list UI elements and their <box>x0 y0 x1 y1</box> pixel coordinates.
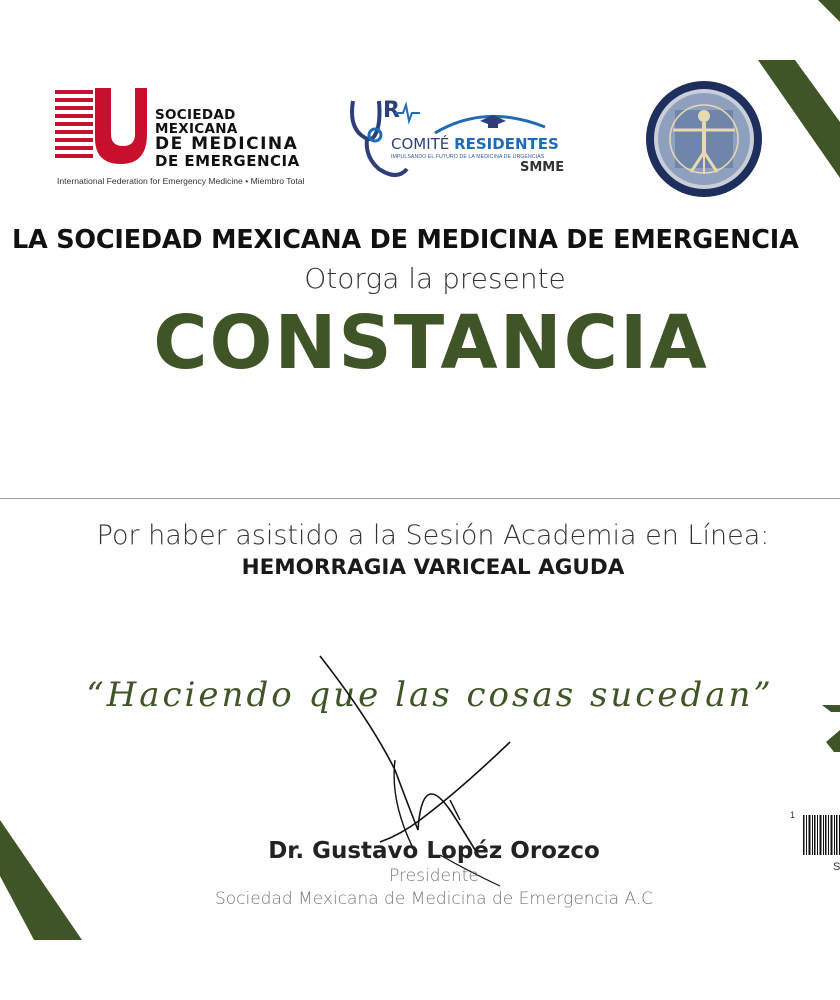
signer-name: Dr. Gustavo Lopéz Orozco <box>268 838 600 864</box>
svg-text:R: R <box>383 98 400 123</box>
barcode-digit: 1 <box>790 810 796 820</box>
stripe-right-mid-2 <box>826 730 840 752</box>
signer-org: Sociedad Mexicana de Medicina de Emergencia A.C <box>214 889 654 909</box>
divider <box>0 498 840 499</box>
attendance-text: Por haber asistido a la Sesión Academia en Línea: <box>96 520 770 551</box>
grant-text: Otorga la presente <box>304 262 566 295</box>
stripe-top-right-small <box>818 0 840 22</box>
comite-word1: COMITÉ <box>391 135 455 153</box>
certificate-title: CONSTANCIA <box>153 300 709 386</box>
comite-org: SMME <box>520 160 565 175</box>
vitruvian-seal-icon <box>645 80 763 198</box>
comite-word2: RESIDENTES <box>454 135 559 153</box>
session-title: HEMORRAGIA VARICEAL AGUDA <box>241 555 625 580</box>
comite-subtitle: IMPULSANDO EL FUTURO DE LA MEDICINA DE URGENCIAS <box>391 154 545 160</box>
smme-tagline: International Federation for Emergency Medicine • Miembro Total <box>57 176 305 186</box>
smme-line3: DE EMERGENCIA <box>155 152 300 171</box>
issuer-heading: LA SOCIEDAD MEXICANA DE MEDICINA DE EMERGENCIA <box>12 225 799 255</box>
smme-line1: SOCIEDAD MEXICANA <box>155 107 238 138</box>
smme-line2: DE MEDICINA <box>155 134 299 155</box>
barcode-icon <box>803 815 840 860</box>
stripe-right-upper <box>758 60 840 178</box>
smme-name <box>155 108 315 170</box>
barcode-letter: S <box>833 861 840 873</box>
comite-title <box>391 135 559 153</box>
comite-residentes-logo <box>345 95 580 185</box>
smme-u-icon <box>55 88 147 164</box>
signer-role: Presidente <box>389 866 479 886</box>
motto: “Haciendo que las cosas sucedan” <box>86 675 774 715</box>
smme-logo <box>55 88 315 193</box>
